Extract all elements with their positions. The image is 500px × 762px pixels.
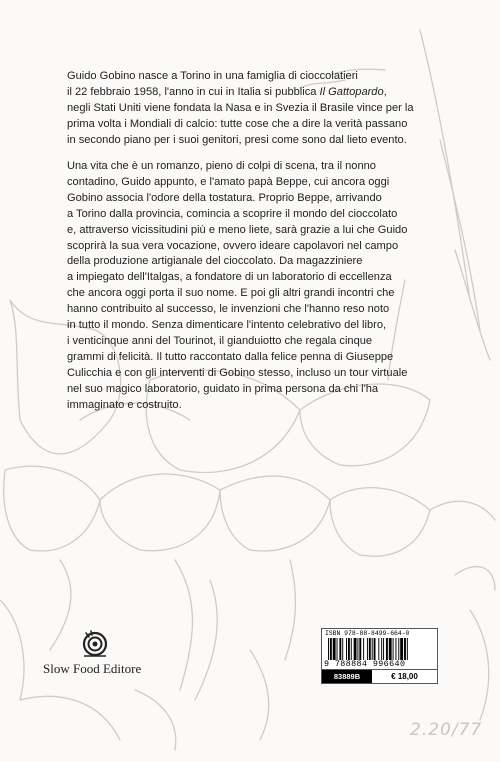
text-line: in secondo piano per i suoi genitori, presi come sono dal lieto evento.	[67, 133, 407, 146]
text-line: contadino, Guido appunto, e l'amato papà Beppe, cui ancora oggi	[67, 175, 390, 188]
text-line: Guido Gobino nasce a Torino in una famiglia di cioccolatieri	[67, 70, 358, 82]
text-line: della produzione artigianale del cioccolato. Da magazziniere	[67, 255, 363, 268]
barcode-bar	[383, 638, 384, 660]
text-line: nel suo magico laboratorio, guidato in prima persona da chi l'ha	[67, 382, 379, 395]
text-line: scoprirà la sua vera vocazione, ovvero ideare capolavori nel campo	[67, 239, 399, 252]
barcode-bar	[381, 638, 382, 660]
text-line: negli Stati Uniti viene fondata la Nasa e in Svezia il Brasile vince per la	[67, 101, 414, 114]
text-line-segment: il 22 febbraio 1958, l'anno in cui in Italia si pubblica	[67, 85, 320, 98]
text-line: i venticinque anni del Tourinot, il gianduiotto che regala cinque	[67, 334, 373, 347]
text-line: Culicchia e con gli interventi di Gobino stesso, incluso un tour virtuale	[67, 366, 408, 379]
barcode-bar	[393, 638, 394, 660]
barcode-bar	[398, 638, 399, 660]
text-line: in tutto il mondo. Senza dimenticare l'intento celebrativo del libro,	[67, 319, 387, 332]
price: € 18,00	[391, 672, 418, 681]
text-line: prima volta i Mondiali di calcio: tutte cose che a dire la verità passano	[67, 117, 408, 130]
isbn-number: ISBN 978-88-8499-664-0	[325, 630, 410, 637]
snail-icon	[82, 630, 108, 658]
text-line: a Torino dalla provincia, comincia a scoprire il mondo del cioccolato	[67, 207, 398, 220]
barcode-bar	[395, 638, 396, 660]
barcode-bar	[367, 638, 368, 660]
text-line: a impiegato dell'Italgas, a fondatore di un laboratorio di eccellenza	[67, 271, 392, 284]
isbn-barcode-label	[321, 628, 438, 684]
price-row	[322, 669, 437, 683]
barcode-bars	[322, 638, 437, 660]
barcode-bar	[339, 638, 341, 660]
barcode-bar	[400, 638, 403, 660]
barcode-bar	[357, 638, 358, 660]
text-line: grammi di felicità. Il tutto raccontato dalla felice penna di Giuseppe	[67, 350, 394, 363]
barcode-bar	[342, 638, 343, 660]
barcode-bar	[346, 638, 347, 660]
book-title: Il Gattopardo	[319, 85, 384, 98]
stock-code: 83889B	[322, 670, 372, 683]
barcode-bar	[386, 638, 388, 660]
barcode-bar	[330, 638, 332, 660]
text-line: che ancora oggi porta il suo nome. E poi gli altri grandi incontri che	[67, 287, 395, 300]
barcode-bar	[369, 638, 371, 660]
barcode-bar	[337, 638, 338, 660]
ean-digits: 9 788884 996640	[324, 659, 406, 669]
description-paragraph-2	[67, 159, 437, 414]
text-line: e, attraverso vicissitudini più e meno liete, sarà grazie a lui che Guido	[67, 223, 408, 236]
barcode-bar	[372, 638, 373, 660]
barcode-bar	[378, 638, 379, 660]
barcode-bar	[351, 638, 352, 660]
text-line: Una vita che è un romanzo, pieno di colpi di scena, tra il nonno	[67, 160, 376, 172]
barcode-bar	[328, 638, 329, 660]
barcode-bar	[359, 638, 361, 660]
barcode-bar	[333, 638, 336, 660]
barcode-bar	[374, 638, 376, 660]
barcode-bar	[389, 638, 392, 660]
handwritten-note: 2.20/77	[410, 720, 483, 740]
description-paragraph-1	[67, 69, 437, 149]
text-line	[67, 85, 437, 101]
barcode-bar	[348, 638, 350, 660]
barcode-bar	[363, 638, 364, 660]
barcode-bar	[407, 638, 408, 660]
text-line: Gobino associa l'odore della tostatura. Proprio Beppe, arrivando	[67, 191, 382, 204]
publisher-name: Slow Food Editore	[43, 661, 142, 676]
text-line: hanno contribuito al successo, le invenzioni che l'hanno reso noto	[67, 303, 390, 316]
text-line-segment: ,	[383, 85, 387, 98]
text-line: immaginato e costruito.	[67, 398, 182, 411]
barcode-bar	[354, 638, 357, 660]
barcode-bar	[404, 638, 406, 660]
